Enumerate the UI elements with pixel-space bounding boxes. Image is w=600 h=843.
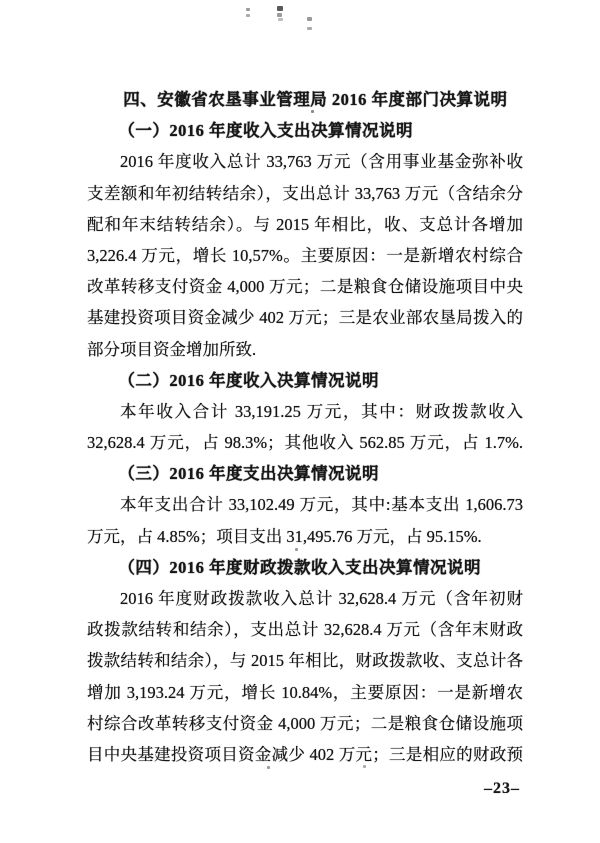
paragraph-line: 2016 年度收入总计 33,763 万元（含用事业基金弥补收 (120, 152, 523, 172)
scan-speck (246, 8, 250, 11)
section-2-heading: （二）2016 年度收入决算情况说明 (118, 370, 379, 390)
section-1-heading: （一）2016 年度收入支出决算情况说明 (118, 121, 413, 141)
section-4-heading: （四）2016 年度财政拨款收入支出决算情况说明 (118, 557, 481, 577)
scan-speck (277, 13, 282, 17)
paragraph-line: 改革转移支付资金 4,000 万元；二是粮食仓储设施项目中央 (87, 277, 523, 297)
paragraph-line: 配和年末结转结余）。与 2015 年相比，收、支总计各增加 (87, 214, 523, 234)
paragraph-line: 政拨款结转和结余），支出总计 32,628.4 万元（含年末财政 (87, 620, 523, 640)
scan-speck (307, 17, 312, 21)
page-number: –23– (484, 780, 520, 797)
scan-speck (246, 14, 250, 17)
document-body (87, 84, 523, 770)
paragraph-line: 目中央基建投资项目资金减少 402 万元；三是相应的财政预 (87, 744, 523, 764)
paragraph-line: 万元，占 4.85%；项目支出 31,495.76 万元，占 95.15%. (87, 526, 482, 546)
scan-speck (278, 18, 283, 21)
paragraph-line: 村综合改革转移支付资金 4,000 万元；二是粮食仓储设施项 (87, 713, 523, 733)
paragraph-line: 3,226.4 万元，增长 10,57%。主要原因：一是新增农村综合 (87, 245, 523, 265)
paragraph-line: 本年支出合计 33,102.49 万元，其中:基本支出 1,606.73 (120, 495, 523, 515)
document-title: 四、安徽省农垦事业管理局 2016 年度部门决算说明 (123, 90, 508, 109)
paragraph-line: 32,628.4 万元，占 98.3%；其他收入 562.85 万元，占 1.7%. (87, 433, 523, 453)
section-3-heading: （三）2016 年度支出决算情况说明 (118, 464, 379, 484)
paragraph-line: 拨款结转和结余），与 2015 年相比，财政拨款收、支总计各 (87, 651, 523, 671)
scan-speck (277, 6, 283, 11)
paragraph-line: 增加 3,193.24 万元，增长 10.84%，主要原因：一是新增农 (87, 682, 523, 702)
paragraph-line: 基建投资项目资金减少 402 万元；三是农业部农垦局拨入的 (87, 308, 523, 328)
paragraph-line: 2016 年度财政拨款收入总计 32,628.4 万元（含年初财 (120, 589, 523, 608)
paragraph-line: 本年收入合计 33,191.25 万元，其中：财政拨款收入 (120, 401, 523, 421)
scan-speck (307, 27, 312, 30)
paragraph-line: 部分项目资金增加所致. (87, 339, 257, 359)
paragraph-line: 支差额和年初结转结余），支出总计 33,763 万元（含结余分 (87, 183, 523, 203)
